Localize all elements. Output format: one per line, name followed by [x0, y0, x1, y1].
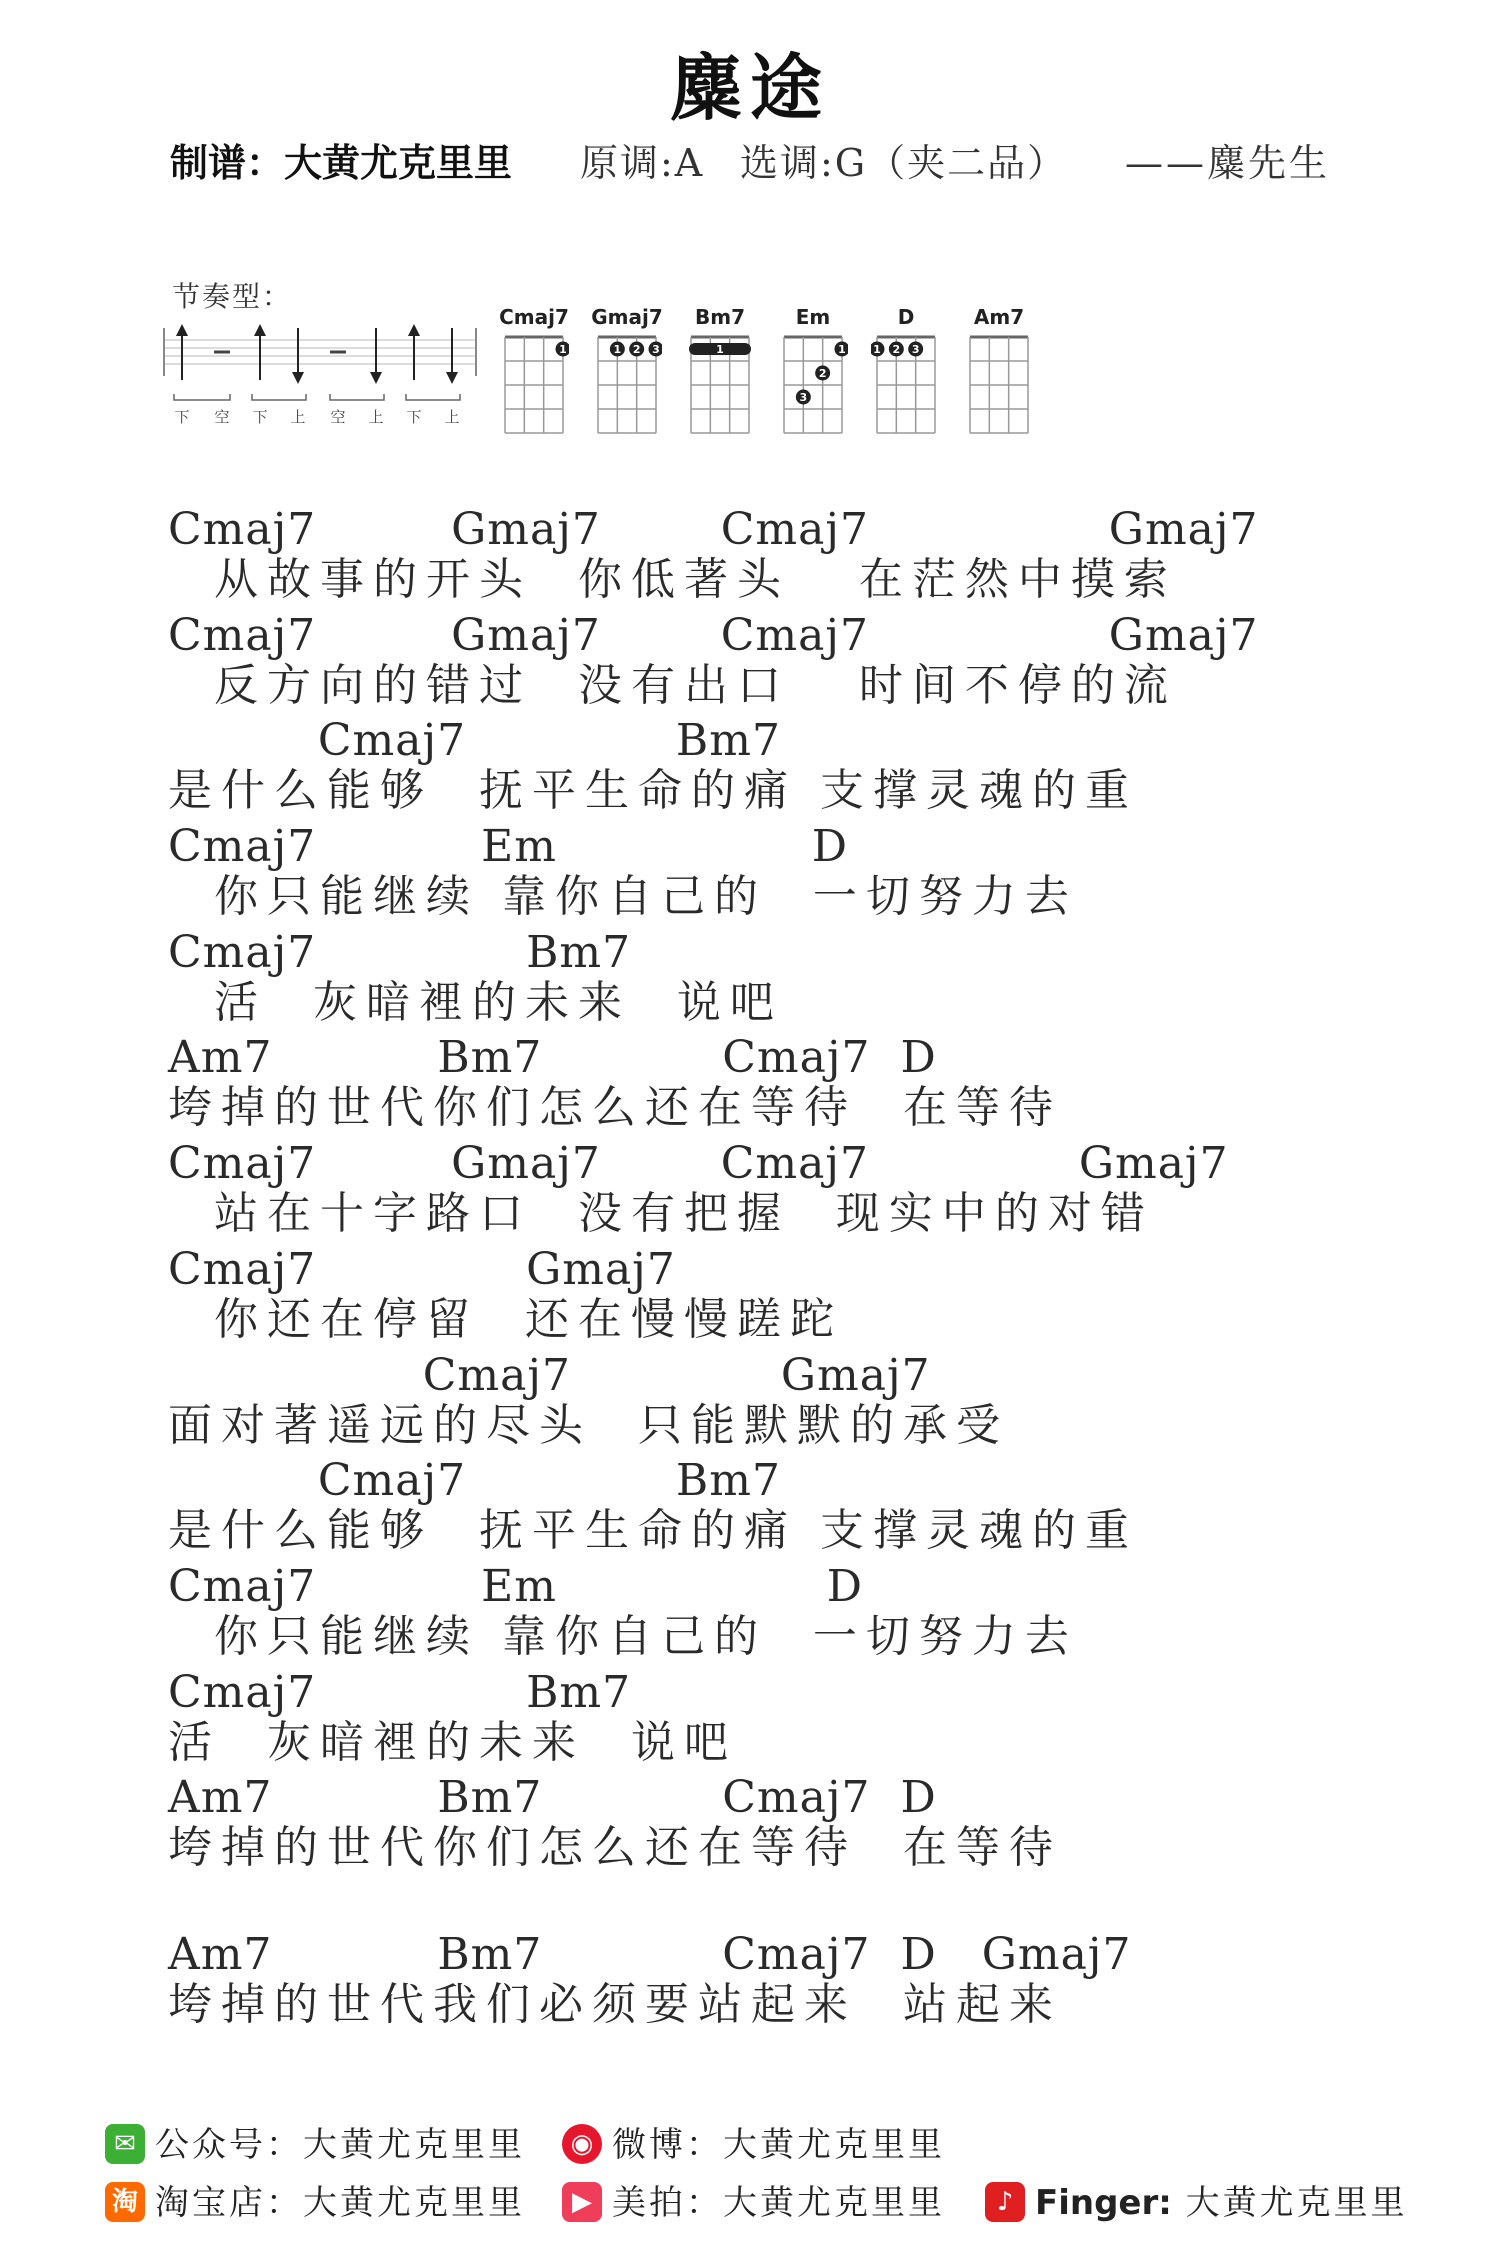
svg-text:1: 1	[716, 343, 724, 356]
svg-text:3: 3	[911, 343, 920, 356]
chord-line: Am7 Bm7 Cmaj7 D	[168, 1772, 937, 1823]
rhythm-label: 节奏型：	[172, 280, 293, 313]
chord-line: Cmaj7 Gmaj7	[168, 1350, 931, 1401]
lyric-line: 你只能继续 靠你自己的 一切努力去	[168, 871, 1078, 922]
finger-value: 大黄尤克里里	[1171, 2183, 1408, 2223]
lyric-line: 垮掉的世代你们怎么还在等待 在等待	[168, 1822, 1062, 1873]
svg-text:3: 3	[799, 391, 808, 404]
taobao-icon: 淘	[105, 2182, 145, 2222]
chord-line: Cmaj7 Gmaj7 Cmaj7 Gmaj7	[168, 504, 1259, 555]
lyric-line: 你只能继续 靠你自己的 一切努力去	[168, 1611, 1078, 1662]
lyric-line: 站在十字路口 没有把握 现实中的对错	[168, 1188, 1154, 1239]
svg-text:3: 3	[652, 343, 660, 356]
arranger-credit: 制谱：大黄尤克里里	[170, 141, 513, 185]
footer-taobao	[105, 2178, 525, 2228]
lyric-line: 面对著遥远的尽头 只能默默的承受	[168, 1400, 1009, 1451]
wechat-icon: ✉	[105, 2124, 145, 2164]
song-title: 麋途	[669, 46, 830, 130]
chord-line: Cmaj7 Bm7	[168, 715, 781, 766]
chord-line: Cmaj7 Bm7	[168, 1667, 632, 1718]
svg-text:1: 1	[613, 343, 622, 356]
stroke-label: 上	[444, 408, 460, 426]
svg-text:1: 1	[559, 343, 567, 356]
lyric-line: 是什么能够 抚平生命的痛 支撑灵魂的重	[168, 1505, 1138, 1556]
chord-line: Cmaj7 Gmaj7 Cmaj7 Gmaj7	[168, 1138, 1229, 1189]
chord-diagram-name: Em	[795, 305, 831, 329]
stroke-label: 下	[252, 408, 268, 426]
svg-text:1: 1	[838, 343, 846, 356]
lyric-line: 反方向的错过 没有出口 时间不停的流	[168, 660, 1177, 711]
svg-text:2: 2	[818, 367, 827, 380]
weibo-text: 微博：大黄尤克里里	[612, 2125, 945, 2165]
taobao-text: 淘宝店：大黄尤克里里	[155, 2183, 525, 2223]
footer-weibo	[562, 2120, 945, 2170]
weibo-icon: ◉	[562, 2124, 602, 2164]
footer	[0, 2100, 1500, 2251]
meipai-text: 美拍：大黄尤克里里	[612, 2183, 945, 2223]
footer-meipai	[562, 2178, 945, 2228]
svg-text:2: 2	[892, 343, 901, 356]
lyric-line: 从故事的开头 你低著头 在茫然中摸索	[168, 554, 1177, 605]
footer-finger	[985, 2178, 1408, 2228]
stroke-label: 空	[330, 408, 346, 426]
lyric-line: 活 灰暗裡的未来 说吧	[168, 977, 783, 1028]
lyric-line: 垮掉的世代我们必须要站起来 站起来	[168, 1979, 1062, 2030]
selected-key: 选调:G（夹二品）	[740, 141, 1068, 185]
finger-icon: ♪	[985, 2182, 1025, 2222]
chord-line: Am7 Bm7 Cmaj7 D Gmaj7	[168, 1929, 1132, 1980]
chord-line: Cmaj7 Em D	[168, 1561, 863, 1612]
wechat-text: 公众号：大黄尤克里里	[155, 2125, 525, 2165]
chord-diagram-name: D	[897, 305, 915, 329]
original-key: 原调:A	[580, 141, 705, 185]
stroke-label: 上	[290, 408, 306, 426]
chord-line: Cmaj7 Em D	[168, 821, 848, 872]
chord-line: Am7 Bm7 Cmaj7 D	[168, 1032, 937, 1083]
svg-text:2: 2	[632, 343, 641, 356]
chord-diagram-name: Am7	[973, 305, 1025, 329]
chord-diagram-name: Cmaj7	[499, 305, 569, 329]
chord-diagram-name: Gmaj7	[591, 305, 663, 329]
lyric-line: 活 灰暗裡的未来 说吧	[168, 1717, 737, 1768]
lyric-line: 你还在停留 还在慢慢蹉跎	[168, 1294, 843, 1345]
stroke-label: 下	[174, 408, 190, 426]
lyric-line: 垮掉的世代你们怎么还在等待 在等待	[168, 1082, 1062, 1133]
footer-wechat	[105, 2120, 525, 2170]
chord-line: Cmaj7 Bm7	[168, 1455, 781, 1506]
finger-label: Finger:	[1035, 2183, 1172, 2223]
stroke-label: 下	[406, 408, 422, 426]
svg-text:1: 1	[873, 343, 881, 356]
chord-line: Cmaj7 Gmaj7 Cmaj7 Gmaj7	[168, 610, 1259, 661]
meipai-icon: ▶	[562, 2182, 602, 2222]
chord-line: Cmaj7 Gmaj7	[168, 1244, 676, 1295]
stroke-label: 空	[214, 408, 230, 426]
lyric-line: 是什么能够 抚平生命的痛 支撑灵魂的重	[168, 765, 1138, 816]
chord-diagram-name: Bm7	[695, 305, 745, 329]
stroke-label: 上	[368, 408, 384, 426]
chord-line: Cmaj7 Bm7	[168, 927, 632, 978]
artist-credit: ——麋先生	[1125, 141, 1331, 185]
